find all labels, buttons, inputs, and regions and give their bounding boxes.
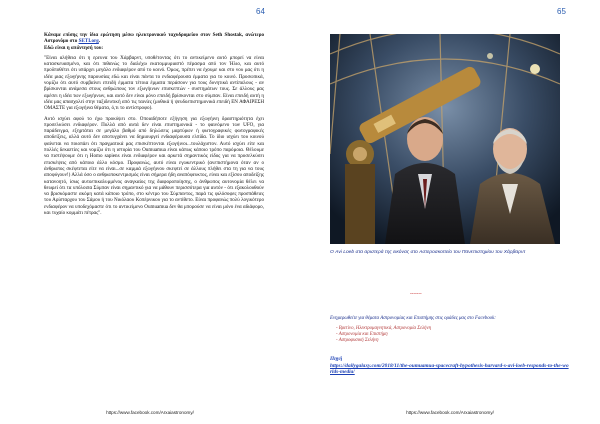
- separator: [410, 292, 422, 297]
- article-body: [44, 32, 264, 220]
- subscribe-note: Ενημερωθείτε για θέματα Αστρονομίας και Επιστήμης στις ομάδες μας στο Facebook:: [330, 316, 496, 321]
- paragraph-2: Αυτό ισχύει αφού το έχω προκύψει στο. Οποιαδήποτε εξήγηση για εξωγήινη δραστηριότητα έχει προσελκύσει ενδιαφέρον. Πολλά από αυτά δεν είναι επιστημονικά - το φαινόμενο των UFO, για παράδειγμα, εξηρτάται σε μεγάλο βαθμό από δηλώσεις μαρτύρων ή φωτογραφικές φωτογραφικές αποδείξεις, αλλά αυτό δεν αποτυγχάνει να δημιουργεί ενδιαφέρουσα ελπίδα. Το ίδιο ισχύει του κοινού φαίνεται να ποιοπάει ότι πραγματικά μας επισκέπτονται εξωγήινοι...τουλάχιστον. Αυτό ισχύει είτε και πολλές δεκαετίες και νομίζω ότι η ιστορία του Oumuamua είναι κάπως κάποιο τρόπο παρόμοια. Θέλουμε να πιστέψουμε ότι η Homo sapiens είναι ενδιαφέρον και αρκετά σημαντικός είδος για να προσελκύσει επισκέψεις από κάποιο άλλο κόσμο. Προφανώς, αυτό είναι εγωκεντρικό (ανεπιστήμονα όταν αν ο άνθρωπος σκέφτεται είτε να είναι...σε καμμιά εξωγήινου σκεφτεί σε άλλους πλήθει στα τη για να τους αποφύγουν!) Αλλά όσο ο ανθρωποκεντρισμός είναι σήμερα ήδη αναπόφευκτος, είναι και εξίσου αποδείξης κατανοητό, ίσως αυτοεπικαλυμμένος αναγκαίος της διαφοροποίησης, ο άνθρωπος αυτονομία θέλει να θεωρεί ότι τα υπόλοιπα Σύμπαν είναι σημαντικό για να μάθουν περισσότερα για αυτόν - ότι εξακολουθούν να βρισκόμαστε ακόμη κατά κάποιο τρόπο, στο κέντρο του Σύμπαντος, παρά τις φιλόσοφες προσπάθειες του Αρίσταρχου του Σάμου ή του Νικόλαου Κοπέρνικου για το αντίθετο. Είναι προφανώς πολύ λογικότερο ενδιαφέρον να υποδεχόμαστε ότι το αντικείμενο Oumuamua δεν θα μπορούσε να είναι μόνο ένα αδιάφορο, και τυχαίο κομμάτι πέτρας".: [44, 115, 264, 217]
- intro-question-text: Κάναμε επίσης την ίδια ερώτηση μέσω ηλεκτρονικού ταχυδρομείου στον Seth Shostak, ανώτερο Αστρονόμο στο: [44, 32, 264, 45]
- intro-question: Κάναμε επίσης την ίδια ερώτηση μέσω ηλεκτρονικού ταχυδρομείου στον Seth Shostak, ανώτερο Αστρονόμο στο SETI.org. Εδώ είναι η απάντησή του:: [44, 32, 264, 51]
- paragraph-1: "Είναι αλήθεια ότι η ερευνα του Χάρβαρντ, υποθέτοντας ότι το αντικείμενο αυτό μπορεί να είναι κατασκευασμένο, και ότι πιθανώς το διαλέχω εκατομμυριαστό πέρασμα από τον Ήλιο, και αυτό προϋποθέτει ότι υπάρχει μεγάλο ενδιαφέρον από το κοινό. Όμως, πρέπει να έχουμε και στο νου μας ότι η ιδέα μιας εξωγήινης παρουσίας εδώ και είναι πάντα το ενδιαφέρουσα έμματα για το κοινό. Προσωπικά, νομίζω ότι αυτό συμβαίνει επειδή έμματα τέτοια έμματα περάσουν για τους δυνητικά αντίπαλους - αν βρίσκονται ανάμεσα στους ανθρώπους τον εξωγήινων επισκεπτών - συστημάτων τους. Σε άλλους μας αρέσει η ιδέα των εξωγήινων, και αυτό δεν είναι μόνο επειδή βρίσκονται στο σύμπαν. Είναι επειδή αυτή η ιδέα μας απασχολεί στην ταξιδευτική από τις ταινίες (μυθικά ή ψευδοεπιστημονικά επειδή ΕΝ ΑΦΑΙΡΕΣΗ ΟΜΑΣΤΕ για εξωγήινα θέματα, ό,τι το αντίστροφο).: [44, 54, 264, 112]
- footer-url-right[interactable]: https://www.facebook.com/Arxaiastronomy/: [406, 410, 494, 415]
- page-number-right: 65: [557, 7, 566, 16]
- photo-caption: Ο Avi Loeb στα αριστερά της εικόνας στο Αστεροσκοπείο του Πανεπιστημίου του Χάρβαρντ: [330, 250, 526, 255]
- separator-dash: -------: [410, 292, 422, 297]
- seti-link[interactable]: SETI.org: [78, 38, 99, 45]
- source-url[interactable]: https://dailygalaxy.com/2018/11/the-oumuamua-spacecraft-hypothesis-harvard-s-avi-loeb-responds-to-the-worlds-media/: [330, 363, 569, 376]
- source-label: Πηγή: [330, 356, 343, 362]
- right-page: [300, 0, 600, 424]
- group-link[interactable]: - Βρετίνο, Ηλεκτρομαγνητικά, Αστρονομία Σελήνη: [336, 326, 431, 331]
- group-link[interactable]: - Αστροφυσική Σελήνη: [336, 338, 379, 343]
- page-number-left: 64: [256, 7, 265, 16]
- facebook-groups: [336, 326, 431, 344]
- observatory-photo: [330, 34, 560, 244]
- intro-tail: Εδώ είναι η απάντησή του:: [44, 44, 104, 51]
- group-link[interactable]: - Αστρονομία και Επιστήμη: [336, 332, 388, 337]
- footer-url-left[interactable]: https://www.facebook.com/Arxaiastronomy/: [106, 410, 194, 415]
